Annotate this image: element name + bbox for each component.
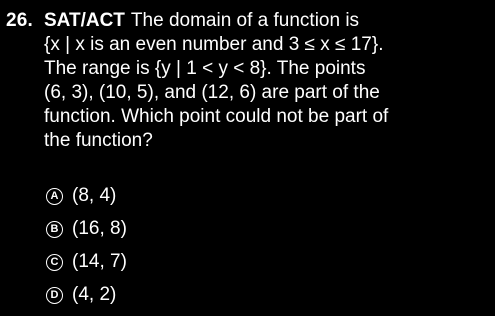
problem-line-2: {x | x is an even number and 3 ≤ x ≤ 17}.	[44, 34, 384, 55]
problem-line-6: the function?	[44, 130, 153, 151]
choice-c-letter-badge: C	[46, 254, 63, 271]
choice-c[interactable]	[46, 250, 346, 274]
problem-line-1	[44, 9, 489, 33]
choice-b-letter-badge: B	[46, 221, 63, 238]
problem-line-4: (6, 3), (10, 5), and (12, 6) are part of the	[44, 82, 380, 103]
problem-number: 26.	[6, 10, 34, 31]
choice-d-letter-badge: D	[46, 287, 63, 304]
choice-c-text: (14, 7)	[72, 251, 127, 272]
problem-line-1-text: The domain of a function is	[130, 10, 360, 31]
choice-d[interactable]	[46, 283, 346, 307]
problem-line-3: The range is {y | 1 < y < 8}. The points	[44, 58, 366, 79]
problem-statement	[44, 9, 489, 153]
choice-b-text: (16, 8)	[72, 218, 127, 239]
choice-b[interactable]	[46, 217, 346, 241]
choice-a-letter-badge: A	[46, 188, 63, 205]
answer-choices	[46, 184, 346, 316]
problem-line-5: function. Which point could not be part of	[44, 106, 389, 127]
choice-a[interactable]	[46, 184, 346, 208]
source-tag: SAT/ACT	[44, 10, 125, 31]
choice-a-text: (8, 4)	[72, 185, 117, 206]
choice-d-text: (4, 2)	[72, 284, 117, 305]
